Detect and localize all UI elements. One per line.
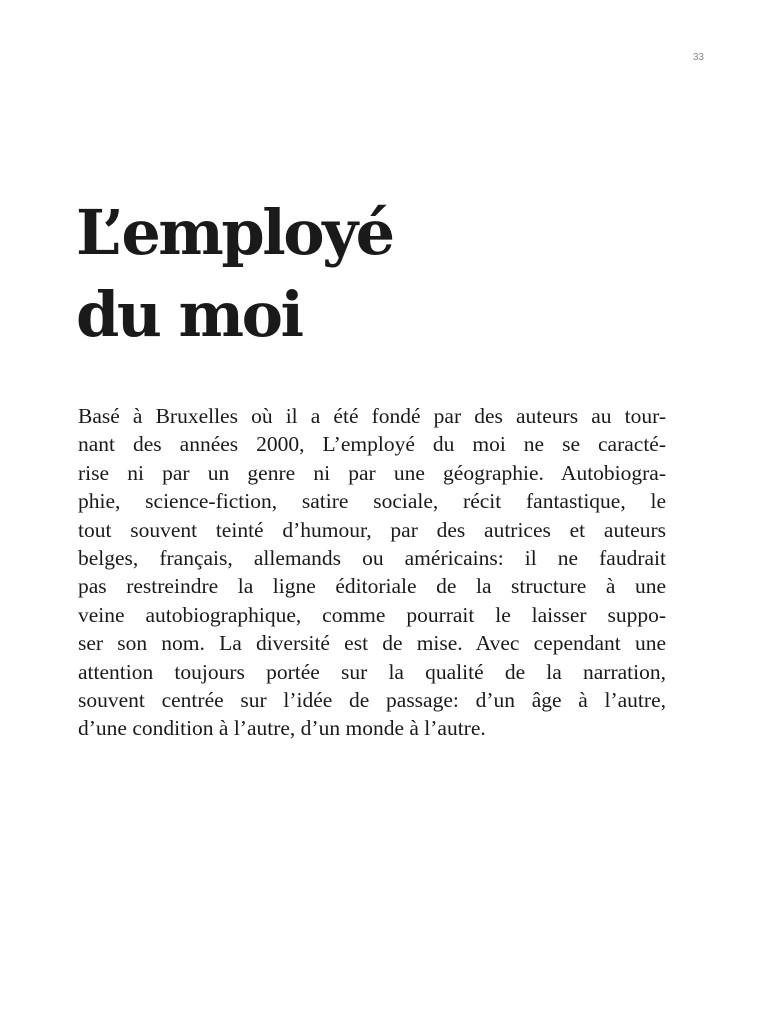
body-line: belges, français, allemands ou américains: il ne faudrait xyxy=(78,546,666,571)
body-line: d’une condition à l’autre, d’un monde à l’autre. xyxy=(78,716,486,741)
body-paragraph xyxy=(78,402,666,743)
body-line: attention toujours portée sur la qualité de la narration, xyxy=(78,659,666,684)
body-line: veine autobiographique, comme pourrait le laisser suppo- xyxy=(78,602,666,627)
title-line: L’employé xyxy=(76,196,393,269)
page-number: 33 xyxy=(692,52,704,63)
body-line: tout souvent teinté d’humour, par des autrices et auteurs xyxy=(78,517,666,542)
body-line: souvent centrée sur l’idée de passage: d’un âge à l’autre, xyxy=(78,688,666,713)
body-line: pas restreindre la ligne éditoriale de la structure à une xyxy=(78,574,666,599)
body-line: rise ni par un genre ni par une géographie. Autobiogra- xyxy=(78,460,666,485)
body-line: ser son nom. La diversité est de mise. Avec cependant une xyxy=(78,631,666,656)
body-line: Basé à Bruxelles où il a été fondé par des auteurs au tour- xyxy=(78,404,666,428)
body-line: phie, science-fiction, satire sociale, récit fantastique, le xyxy=(78,489,666,514)
title-line: du moi xyxy=(76,278,302,351)
body-line: nant des années 2000, L’employé du moi ne se caracté- xyxy=(78,432,666,457)
page-title xyxy=(76,192,393,356)
